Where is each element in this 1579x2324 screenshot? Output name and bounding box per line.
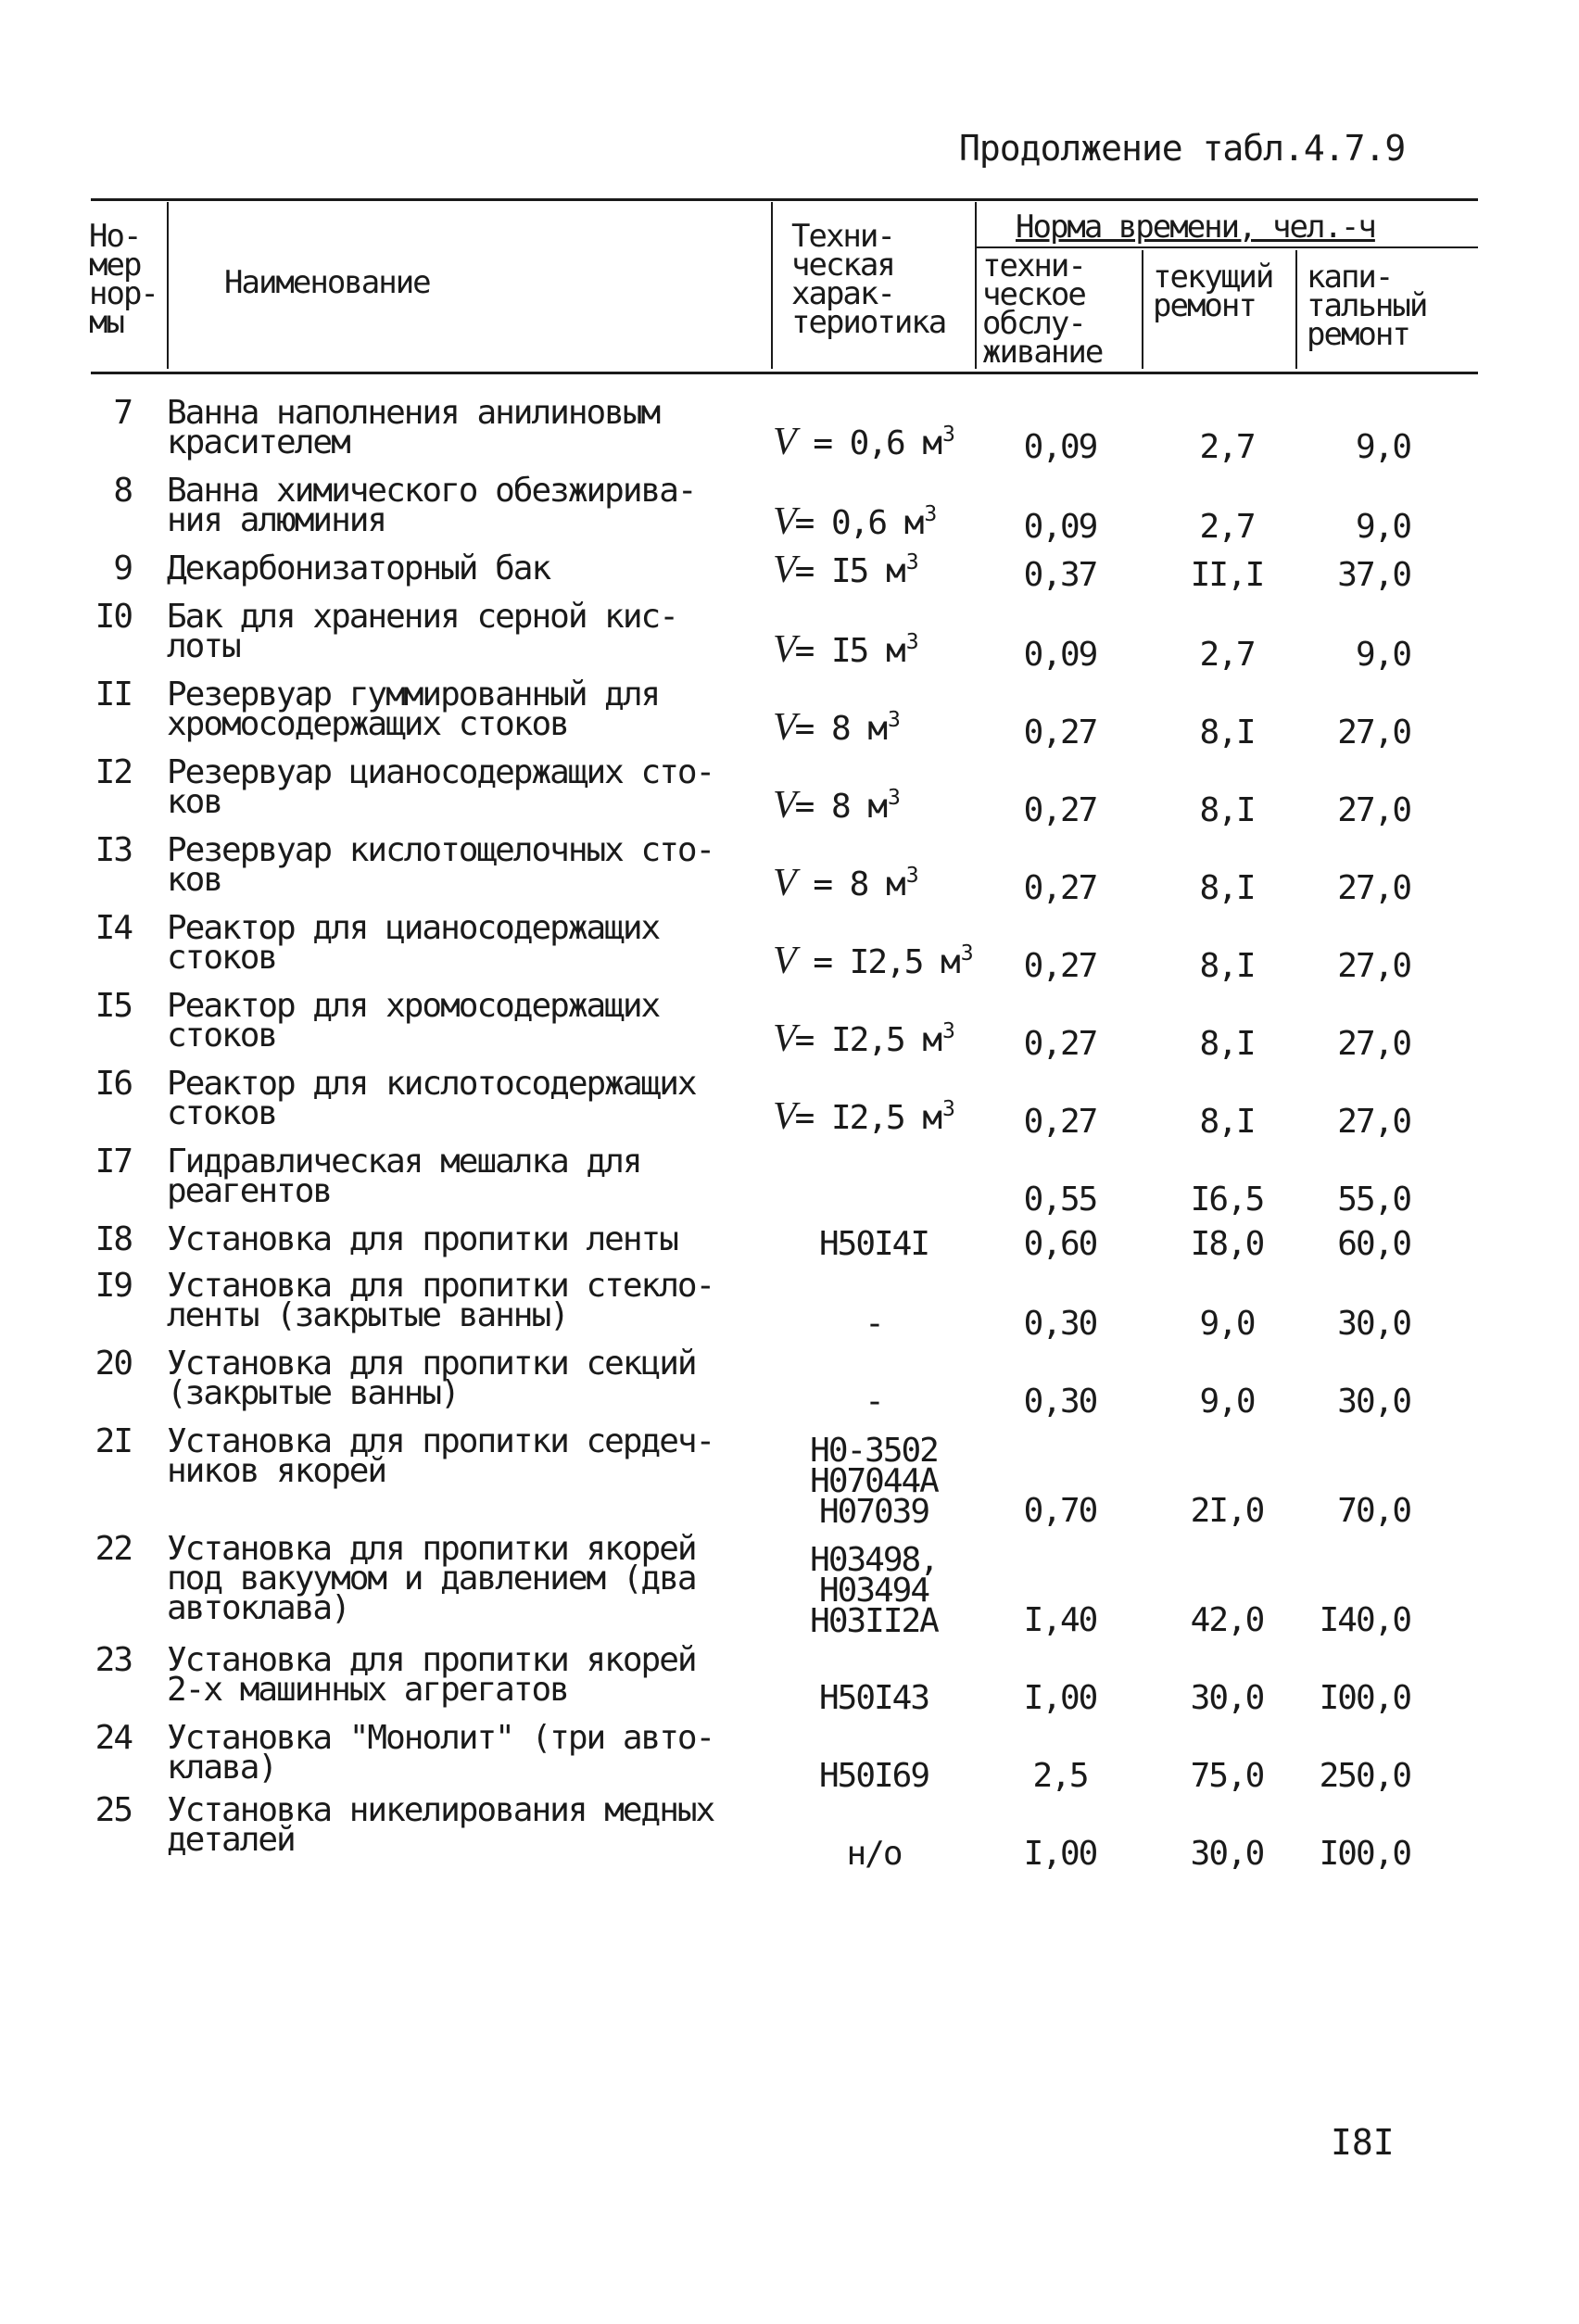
row-capital-repair: 37,0 [1337, 556, 1410, 594]
row-characteristic: Н03498, Н03494 Н03II2А [810, 1541, 938, 1640]
table-row [0, 831, 1579, 907]
row-maintenance: I,00 [1023, 1835, 1097, 1873]
row-name: Реактор для цианосодержащих стоков [167, 909, 660, 977]
row-capital-repair: 70,0 [1337, 1492, 1410, 1530]
header-cap-col: капи- тальный ремонт [1307, 259, 1427, 353]
row-number: 8 [113, 472, 132, 510]
col-divider-char [975, 202, 977, 369]
row-maintenance: 0,27 [1023, 791, 1097, 829]
table-row [0, 394, 1579, 466]
row-name: Установка для пропитки якорей под вакуумом и давлением (два автоклава) [167, 1530, 696, 1627]
row-maintenance: 0,09 [1023, 636, 1097, 674]
table-top-rule [91, 198, 1478, 201]
row-number: I2 [95, 753, 132, 791]
row-number: I7 [95, 1143, 132, 1181]
row-maintenance: 0,27 [1023, 1025, 1097, 1063]
table-row [0, 1143, 1579, 1219]
header-name-col: Наименование [224, 264, 430, 301]
row-number: I3 [95, 831, 132, 869]
row-current-repair: 30,0 [1190, 1835, 1264, 1873]
row-capital-repair: I00,0 [1319, 1835, 1410, 1873]
row-characteristic: V= 8 $м^3$ [773, 784, 899, 827]
row-characteristic: Н50I69 [818, 1757, 929, 1795]
row-capital-repair: 30,0 [1337, 1383, 1410, 1421]
row-maintenance: 0,27 [1023, 869, 1097, 907]
row-capital-repair: 9,0 [1355, 636, 1410, 674]
col-divider-maint [1142, 250, 1143, 369]
table-row [0, 598, 1579, 674]
table-row [0, 1220, 1579, 1263]
row-maintenance: 0,09 [1023, 428, 1097, 466]
row-current-repair: 8,I [1199, 947, 1255, 985]
row-current-repair: 8,I [1199, 1103, 1255, 1141]
row-number: I6 [95, 1065, 132, 1103]
row-characteristic: V = 8 $м^3$ [773, 862, 917, 904]
row-maintenance: 0,30 [1023, 1305, 1097, 1343]
row-number: I8 [95, 1220, 132, 1258]
row-characteristic: Н0-3502 Н07044А Н07039 [810, 1432, 938, 1531]
row-capital-repair: 60,0 [1337, 1225, 1410, 1263]
table-row [0, 1530, 1579, 1640]
row-maintenance: 0,30 [1023, 1383, 1097, 1421]
row-name: Установка для пропитки секций (закрытые ванны) [167, 1345, 696, 1412]
row-number: 22 [95, 1530, 132, 1568]
row-number: 7 [113, 394, 132, 432]
row-maintenance: 0,60 [1023, 1225, 1097, 1263]
row-maintenance: 0,27 [1023, 1103, 1097, 1141]
row-capital-repair: 27,0 [1337, 869, 1410, 907]
table-row [0, 1719, 1579, 1795]
row-name: Резервуар кислотощелочных сто- ков [167, 831, 714, 899]
row-characteristic: - [865, 1305, 883, 1343]
table-row [0, 676, 1579, 752]
row-current-repair: 2I,0 [1190, 1492, 1264, 1530]
row-current-repair: 8,I [1199, 714, 1255, 752]
row-name: Реактор для хромосодержащих стоков [167, 987, 660, 1055]
table-row [0, 1791, 1579, 1873]
row-name: Декарбонизаторный бак [167, 549, 550, 587]
row-current-repair: 2,7 [1199, 428, 1255, 466]
row-characteristic: Н50I43 [818, 1679, 929, 1717]
row-capital-repair: 27,0 [1337, 714, 1410, 752]
row-name: Установка никелирования медных деталей [167, 1791, 714, 1859]
row-characteristic: V= 0,6 $м^3$ [773, 500, 936, 543]
row-capital-repair: 9,0 [1355, 508, 1410, 546]
row-characteristic: - [865, 1383, 883, 1421]
row-capital-repair: I00,0 [1319, 1679, 1410, 1717]
row-current-repair: II,I [1190, 556, 1264, 594]
row-current-repair: 9,0 [1199, 1383, 1255, 1421]
row-current-repair: 2,7 [1199, 508, 1255, 546]
table-row [0, 753, 1579, 829]
table-row [0, 472, 1579, 546]
row-characteristic: Н50I4I [818, 1225, 929, 1263]
row-characteristic: V = 0,6 $м^3$ [773, 421, 954, 463]
row-characteristic: V= I5 $м^3$ [773, 549, 917, 591]
row-name: Установка "Монолит" (три авто- клава) [167, 1719, 714, 1787]
row-number: II [95, 676, 132, 714]
row-number: I9 [95, 1267, 132, 1305]
row-name: Ванна наполнения анилиновым красителем [167, 394, 660, 461]
row-characteristic: V= I5 $м^3$ [773, 628, 917, 671]
table-row [0, 1641, 1579, 1717]
row-characteristic: V= I2,5 $м^3$ [773, 1017, 954, 1060]
row-current-repair: I6,5 [1190, 1181, 1264, 1219]
row-name: Резервуар цианосодержащих сто- ков [167, 753, 714, 821]
row-capital-repair: 27,0 [1337, 791, 1410, 829]
row-characteristic: V= 8 $м^3$ [773, 706, 899, 749]
row-maintenance: 0,09 [1023, 508, 1097, 546]
row-number: 24 [95, 1719, 132, 1757]
row-current-repair: 75,0 [1190, 1757, 1264, 1795]
row-name: Гидравлическая мешалка для реагентов [167, 1143, 641, 1210]
table-row [0, 987, 1579, 1063]
col-divider-name [771, 202, 773, 369]
header-num-col: Но- мер нор- мы [89, 218, 158, 341]
row-maintenance: 0,37 [1023, 556, 1097, 594]
row-current-repair: 30,0 [1190, 1679, 1264, 1717]
table-row [0, 1065, 1579, 1141]
row-number: 25 [95, 1791, 132, 1829]
col-divider-cur [1295, 250, 1297, 369]
row-number: 23 [95, 1641, 132, 1679]
row-number: 20 [95, 1345, 132, 1383]
row-number: I5 [95, 987, 132, 1025]
row-name: Установка для пропитки ленты [167, 1220, 677, 1258]
row-capital-repair: 30,0 [1337, 1305, 1410, 1343]
page-number: I8I [1331, 2122, 1395, 2163]
row-number: 2I [95, 1422, 132, 1460]
header-char-col: Техни- ческая харак- териотика [791, 218, 946, 341]
row-capital-repair: 27,0 [1337, 947, 1410, 985]
row-capital-repair: 27,0 [1337, 1103, 1410, 1141]
row-maintenance: 0,27 [1023, 947, 1097, 985]
row-number: 9 [113, 549, 132, 587]
row-current-repair: 42,0 [1190, 1601, 1264, 1639]
table-row [0, 1267, 1579, 1343]
table-row [0, 909, 1579, 985]
row-capital-repair: 27,0 [1337, 1025, 1410, 1063]
row-number: I4 [95, 909, 132, 947]
row-capital-repair: 9,0 [1355, 428, 1410, 466]
row-maintenance: 0,55 [1023, 1181, 1097, 1219]
table-row [0, 1345, 1579, 1421]
header-maint-col: техни- ческое обслу- живание [982, 247, 1103, 371]
table-row [0, 1422, 1579, 1531]
row-characteristic: V = I2,5 $м^3$ [773, 940, 972, 982]
row-name: Ванна химического обезжирива- ния алюминия [167, 472, 696, 539]
row-capital-repair: 55,0 [1337, 1181, 1410, 1219]
header-norm-group: Норма времени, чел.-ч [1016, 208, 1375, 246]
header-cur-col: текущий ремонт [1153, 259, 1273, 324]
row-current-repair: 8,I [1199, 869, 1255, 907]
row-characteristic: н/о [846, 1835, 902, 1873]
col-divider-num [167, 202, 169, 369]
row-name: Установка для пропитки сердеч- ников якорей [167, 1422, 714, 1490]
row-current-repair: 8,I [1199, 1025, 1255, 1063]
row-name: Установка для пропитки якорей 2-х машинных агрегатов [167, 1641, 696, 1709]
row-capital-repair: 250,0 [1319, 1757, 1410, 1795]
row-current-repair: 2,7 [1199, 636, 1255, 674]
table-header-bottom-rule [91, 372, 1478, 374]
row-number: I0 [95, 598, 132, 636]
continuation-title: Продолжение табл.4.7.9 [959, 128, 1406, 169]
row-maintenance: 0,70 [1023, 1492, 1097, 1530]
row-current-repair: I8,0 [1190, 1225, 1264, 1263]
row-maintenance: I,00 [1023, 1679, 1097, 1717]
row-name: Установка для пропитки стекло- ленты (закрытые ванны) [167, 1267, 714, 1334]
row-name: Резервуар гуммированный для хромосодержащих стоков [167, 676, 660, 743]
row-name: Бак для хранения серной кис- лоты [167, 598, 677, 665]
row-capital-repair: I40,0 [1319, 1601, 1410, 1639]
row-characteristic: V= I2,5 $м^3$ [773, 1095, 954, 1138]
row-maintenance: 0,27 [1023, 714, 1097, 752]
row-maintenance: I,40 [1023, 1601, 1097, 1639]
row-maintenance: 2,5 [1032, 1757, 1088, 1795]
row-current-repair: 9,0 [1199, 1305, 1255, 1343]
row-current-repair: 8,I [1199, 791, 1255, 829]
table-row [0, 549, 1579, 594]
row-name: Реактор для кислотосодержащих стоков [167, 1065, 696, 1132]
